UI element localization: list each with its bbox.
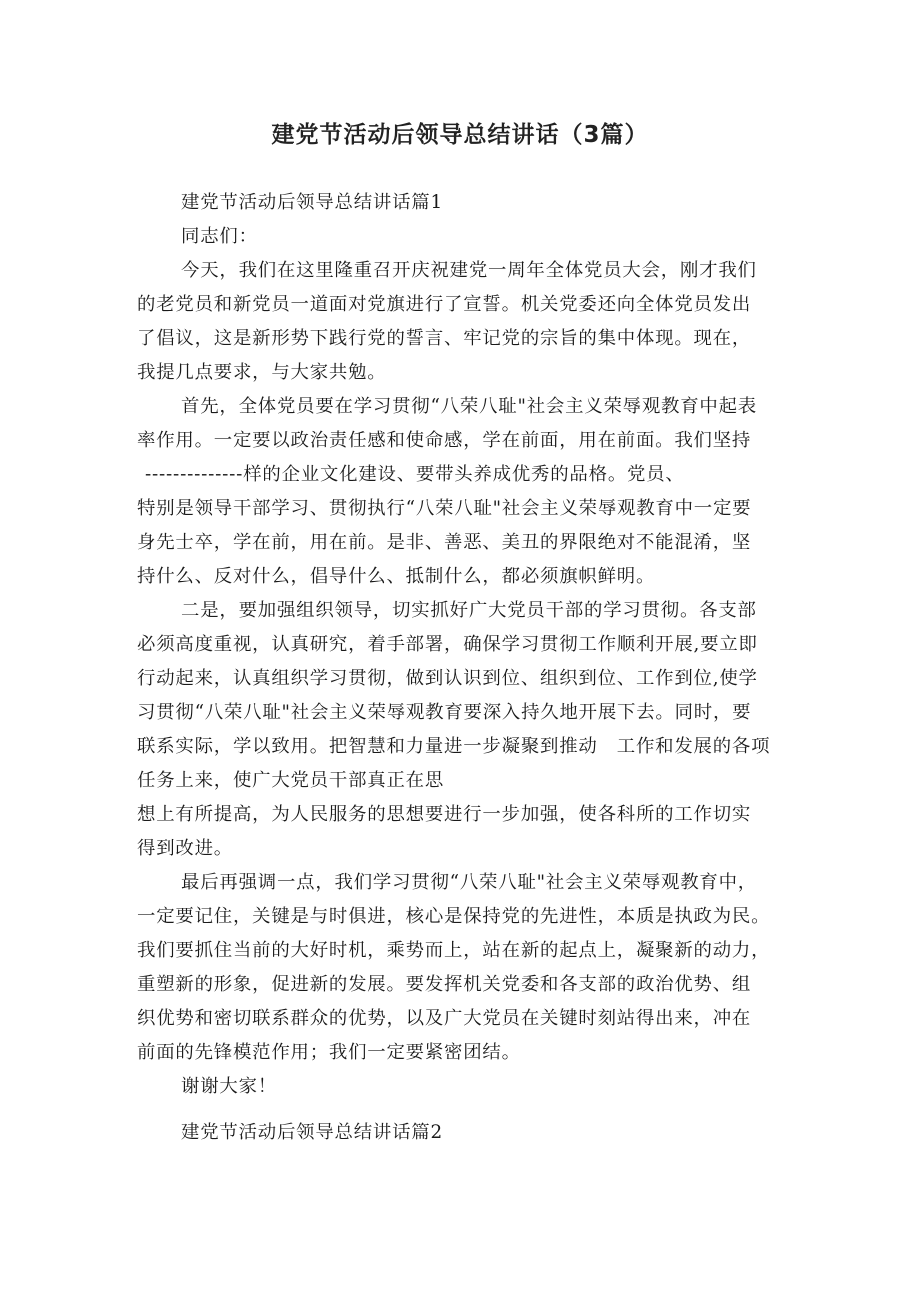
paragraph-line: 必须高度重视，认真研究，着手部署，确保学习贯彻工作顺利开展,要立即 <box>137 634 758 655</box>
paragraph-line: 重塑新的形象，促进新的发展。要发挥机关党委和各支部的政治优势、组 <box>137 974 752 995</box>
paragraph-line: 我们要抓住当前的大好时机，乘势而上，站在新的起点上，凝聚新的动力， <box>137 940 771 961</box>
paragraph-line: 首先，全体党员要在学习贯彻“八荣八耻"社会主义荣辱观教育中起表 <box>181 396 757 417</box>
paragraph-line: 前面的先锋模范作用；我们一定要紧密团结。 <box>137 1042 521 1063</box>
paragraph-line: 率作用。一定要以政治责任感和使命感，学在前面，用在前面。我们坚持 <box>137 430 752 451</box>
section-heading-1: 建党节活动后领导总结讲话篇1 <box>181 192 443 213</box>
paragraph-line: 身先士卒，学在前，用在前。是非、善恶、美丑的界限绝对不能混淆，坚 <box>137 532 752 553</box>
paragraph-line: 我提几点要求，与大家共勉。 <box>137 362 387 383</box>
paragraph-line: 今天，我们在这里隆重召开庆祝建党一周年全体党员大会，刚才我们 <box>181 260 757 281</box>
paragraph-line: 一定要记住，关键是与时俱进，核心是保持党的先进性，本质是执政为民。 <box>137 906 771 927</box>
paragraph-line: 最后再强调一点，我们学习贯彻“八荣八耻"社会主义荣辱观教育中， <box>181 872 757 893</box>
paragraph-line: 行动起来，认真组织学习贯彻，做到认识到位、组织到位、工作到位,使学 <box>137 668 758 689</box>
paragraph-line: 想上有所提高，为人民服务的思想要进行一步加强，使各科所的工作切实 <box>137 804 752 825</box>
paragraph-line: 任务上来，使广大党员干部真正在思 <box>137 770 445 791</box>
paragraph-line: 特别是领导干部学习、贯彻执行“八荣八耻"社会主义荣辱观教育中一定要 <box>137 498 752 519</box>
greeting: 同志们： <box>181 226 258 247</box>
paragraph-line: --------------样的企业文化建设、要带头养成优秀的品格。党员、 <box>145 464 685 485</box>
paragraph-line: 持什么、反对什么，倡导什么、抵制什么，都必须旗帜鲜明。 <box>137 566 656 587</box>
paragraph-line: 得到改进。 <box>137 838 233 859</box>
paragraph-line: 二是，要加强组织领导，切实抓好广大党员干部的学习贯彻。各支部 <box>181 600 757 621</box>
paragraph-line: 习贯彻“八荣八耻"社会主义荣辱观教育要深入持久地开展下去。同时，要 <box>137 702 752 723</box>
closing-line: 谢谢大家！ <box>181 1076 277 1097</box>
paragraph-line: 联系实际，学以致用。把智慧和力量进一步凝聚到推动 工作和发展的各项 <box>137 736 771 757</box>
paragraph-line: 的老党员和新党员一道面对党旗进行了宣誓。机关党委还向全体党员发出 <box>137 294 752 315</box>
document-body <box>137 186 789 1150</box>
paragraph-line: 了倡议，这是新形势下践行党的誓言、牢记党的宗旨的集中体现。现在， <box>137 328 752 349</box>
document-title: 建党节活动后领导总结讲话（3篇） <box>271 122 649 148</box>
section-heading-2: 建党节活动后领导总结讲话篇2 <box>181 1122 443 1143</box>
paragraph-line: 织优势和密切联系群众的优势，以及广大党员在关键时刻站得出来，冲在 <box>137 1008 752 1029</box>
